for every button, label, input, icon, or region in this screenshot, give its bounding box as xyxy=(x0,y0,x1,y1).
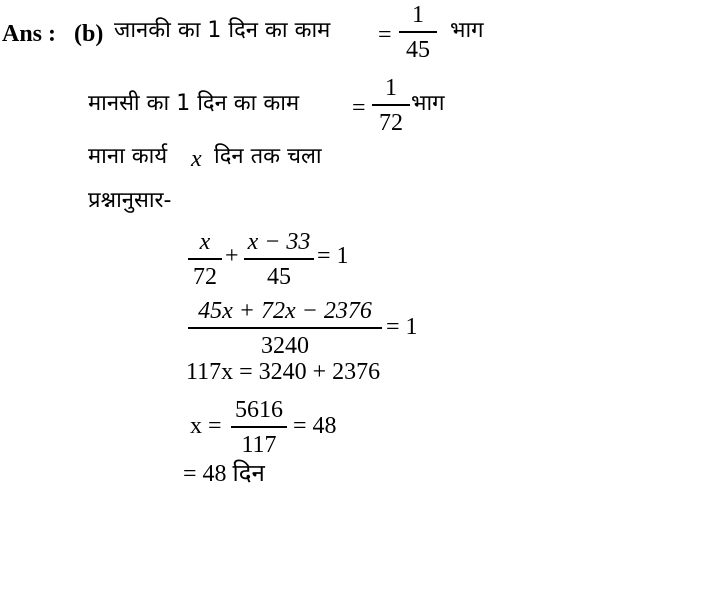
eq2-rhs: = 1 xyxy=(386,314,418,340)
line4-text: प्रश्नानुसार- xyxy=(88,188,172,213)
eq4-numerator: 5616 xyxy=(235,397,283,423)
line1-fraction xyxy=(398,3,438,62)
answer-option: (b) xyxy=(74,21,104,47)
line2-fraction xyxy=(371,76,411,135)
line2-equals: = xyxy=(352,95,366,121)
eq1-fraction-right xyxy=(243,230,315,289)
line2-numerator: 1 xyxy=(385,75,397,101)
eq1-num1: x xyxy=(199,229,211,255)
line2-suffix: भाग xyxy=(411,91,445,116)
line1-denominator: 45 xyxy=(406,36,430,63)
eq1-bar2 xyxy=(244,258,314,260)
line1-fraction-bar xyxy=(399,31,437,33)
line1-suffix: भाग xyxy=(450,18,484,43)
eq1-fraction-left xyxy=(187,230,223,289)
eq1-rhs: = 1 xyxy=(317,243,349,269)
line1-text: जानकी का 1 दिन का काम xyxy=(114,18,331,43)
eq2-fraction xyxy=(187,299,383,358)
eq4-lhs: x = xyxy=(190,413,222,439)
line1-numerator: 1 xyxy=(412,2,424,28)
eq1-den2: 45 xyxy=(267,263,291,290)
eq4-fraction xyxy=(230,398,288,457)
line3-post: दिन तक चला xyxy=(214,144,322,169)
eq3: 117x = 3240 + 2376 xyxy=(186,359,381,385)
eq2-bar xyxy=(188,327,382,329)
answer-label: Ans : xyxy=(2,21,57,47)
line3-var: x xyxy=(191,146,202,172)
line1-equals: = xyxy=(378,22,392,48)
line2-fraction-bar xyxy=(372,104,410,106)
line2-denominator: 72 xyxy=(379,109,403,136)
eq1-bar1 xyxy=(188,258,222,260)
eq4-denominator: 117 xyxy=(241,431,277,458)
eq1-den1: 72 xyxy=(193,263,217,290)
eq4-bar xyxy=(231,426,287,428)
eq1-num2: x − 33 xyxy=(247,229,311,255)
line3-pre: माना कार्य xyxy=(88,144,168,169)
eq5: = 48 दिन xyxy=(183,461,265,487)
eq1-plus: + xyxy=(225,243,239,269)
eq4-rhs: = 48 xyxy=(293,413,337,439)
eq2-denominator: 3240 xyxy=(261,332,309,359)
line2-text: मानसी का 1 दिन का काम xyxy=(88,91,300,116)
eq2-numerator: 45x + 72x − 2376 xyxy=(198,298,372,324)
